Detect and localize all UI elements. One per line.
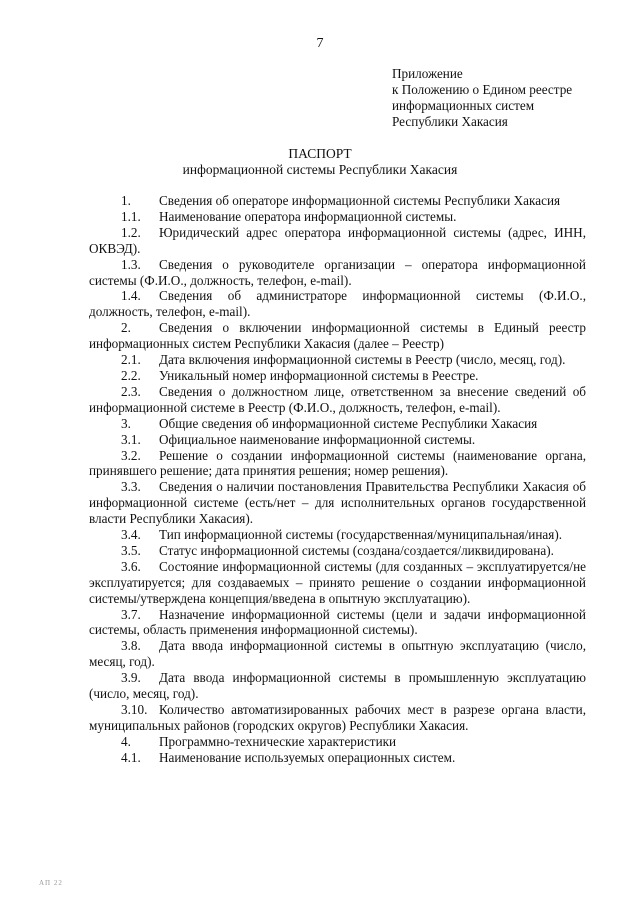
list-item	[89, 638, 586, 670]
item-number: 1.	[121, 193, 131, 208]
item-text: Юридический адрес оператора информационной системы (адрес, ИНН, ОКВЭД).	[89, 224, 586, 256]
list-item	[89, 432, 586, 448]
list-item	[89, 543, 586, 559]
item-number: 3.9.	[121, 670, 141, 686]
list-item	[89, 225, 586, 257]
list-item	[89, 193, 586, 209]
list-item	[89, 607, 586, 639]
item-text: Дата ввода информационной системы в опытную эксплуатацию (число, месяц, год).	[89, 638, 586, 670]
item-number: 3.3.	[121, 479, 141, 495]
item-number: 3.	[121, 415, 131, 431]
item-text: Сведения об операторе информационной системы Республики Хакасия	[159, 193, 561, 208]
item-number: 3.5.	[121, 542, 141, 558]
item-text: Состояние информационной системы (для созданных – эксплуатируется/не эксплуатируется; для создаваемых – принято решение о создании информационной системы/утверждена концепция/введена в опытную эксплуатацию).	[89, 558, 586, 606]
item-number: 2.2.	[121, 367, 141, 383]
list-item	[89, 288, 586, 320]
item-number: 3.1.	[121, 431, 141, 447]
appendix-line: Республики Хакасия	[392, 114, 508, 129]
item-text: Общие сведения об информационной системе Республики Хакасия	[159, 415, 538, 431]
list-item	[89, 257, 586, 289]
title-passport: ПАСПОРТ	[288, 146, 352, 161]
list-item	[89, 527, 586, 543]
list-item	[89, 416, 586, 432]
list-item	[89, 734, 586, 750]
item-number: 3.8.	[121, 638, 141, 654]
footer-mark: АП 22	[39, 879, 63, 887]
item-text: Дата включения информационной системы в Реестр (число, месяц, год).	[159, 352, 566, 368]
item-text: Уникальный номер информационной системы в Реестре.	[159, 367, 479, 383]
item-text: Решение о создании информационной системы (наименование органа, принявшего решение; дата принятия решения; номер решения).	[89, 447, 586, 479]
list-item	[89, 559, 586, 607]
list-item	[89, 670, 586, 702]
item-text: Тип информационной системы (государственная/муниципальная/иная).	[159, 527, 563, 543]
item-number: 3.7.	[121, 606, 141, 622]
item-number: 1.1.	[121, 208, 141, 224]
appendix-line: Приложение	[392, 66, 463, 81]
item-text: Сведения о включении информационной системы в Единый реестр информационных систем Республики Хакасия (далее – Реестр)	[89, 320, 586, 352]
item-number: 2.3.	[121, 383, 141, 399]
item-number: 3.6.	[121, 558, 141, 574]
item-text: Официальное наименование информационной системы.	[159, 431, 476, 447]
list-item	[89, 702, 586, 734]
document-title	[0, 146, 640, 178]
item-number: 1.3.	[121, 256, 141, 272]
item-text: Назначение информационной системы (цели и задачи информационной системы, область применения информационной системы).	[89, 606, 586, 638]
item-number: 4.1.	[121, 749, 141, 765]
item-number: 1.4.	[121, 288, 141, 304]
item-text: Наименование используемых операционных систем.	[159, 749, 456, 765]
item-number: 2.1.	[121, 352, 141, 368]
list-item	[89, 384, 586, 416]
item-number: 1.2.	[121, 224, 141, 240]
item-number: 3.4.	[121, 527, 141, 543]
item-text: Программно-технические характеристики	[159, 733, 397, 749]
list-item	[89, 368, 586, 384]
passport-items	[89, 193, 586, 766]
list-item	[89, 479, 586, 527]
appendix-header	[392, 66, 572, 130]
appendix-line: информационных систем	[392, 98, 535, 113]
list-item	[89, 750, 586, 766]
item-number: 3.2.	[121, 447, 141, 463]
item-text: Количество автоматизированных рабочих мест в разрезе органа власти, муниципальных районов (городских округов) Республики Хакасия.	[89, 702, 586, 733]
appendix-line: к Положению о Едином реестре	[392, 82, 573, 97]
item-text: Статус информационной системы (создана/создается/ликвидирована).	[159, 542, 554, 558]
item-text: Наименование оператора информационной системы.	[159, 208, 457, 224]
item-text: Сведения о руководителе организации – оператора информационной системы (Ф.И.О., должность, телефон, e-mail).	[89, 256, 586, 288]
page-number: 7	[316, 36, 324, 51]
list-item	[89, 448, 586, 480]
list-item	[89, 320, 586, 352]
item-number: 3.10.	[121, 702, 148, 717]
title-subtitle: информационной системы Республики Хакасия	[182, 162, 458, 177]
item-text: Сведения о наличии постановления Правительства Республики Хакасия об информационной системе (есть/нет – для исполнительных органов государственной власти Республики Хакасия).	[89, 479, 586, 527]
item-text: Сведения о должностном лице, ответственном за внесение сведений об информационной системе в Реестр (Ф.И.О., должность, телефон, e-mail).	[89, 383, 586, 415]
list-item	[89, 352, 586, 368]
item-number: 2.	[121, 320, 131, 336]
list-item	[89, 209, 586, 225]
item-text: Дата ввода информационной системы в промышленную эксплуатацию (число, месяц, год).	[89, 670, 586, 702]
item-text: Сведения об администраторе информационной системы (Ф.И.О., должность, телефон, e-mail).	[89, 288, 586, 320]
item-number: 4.	[121, 733, 131, 749]
